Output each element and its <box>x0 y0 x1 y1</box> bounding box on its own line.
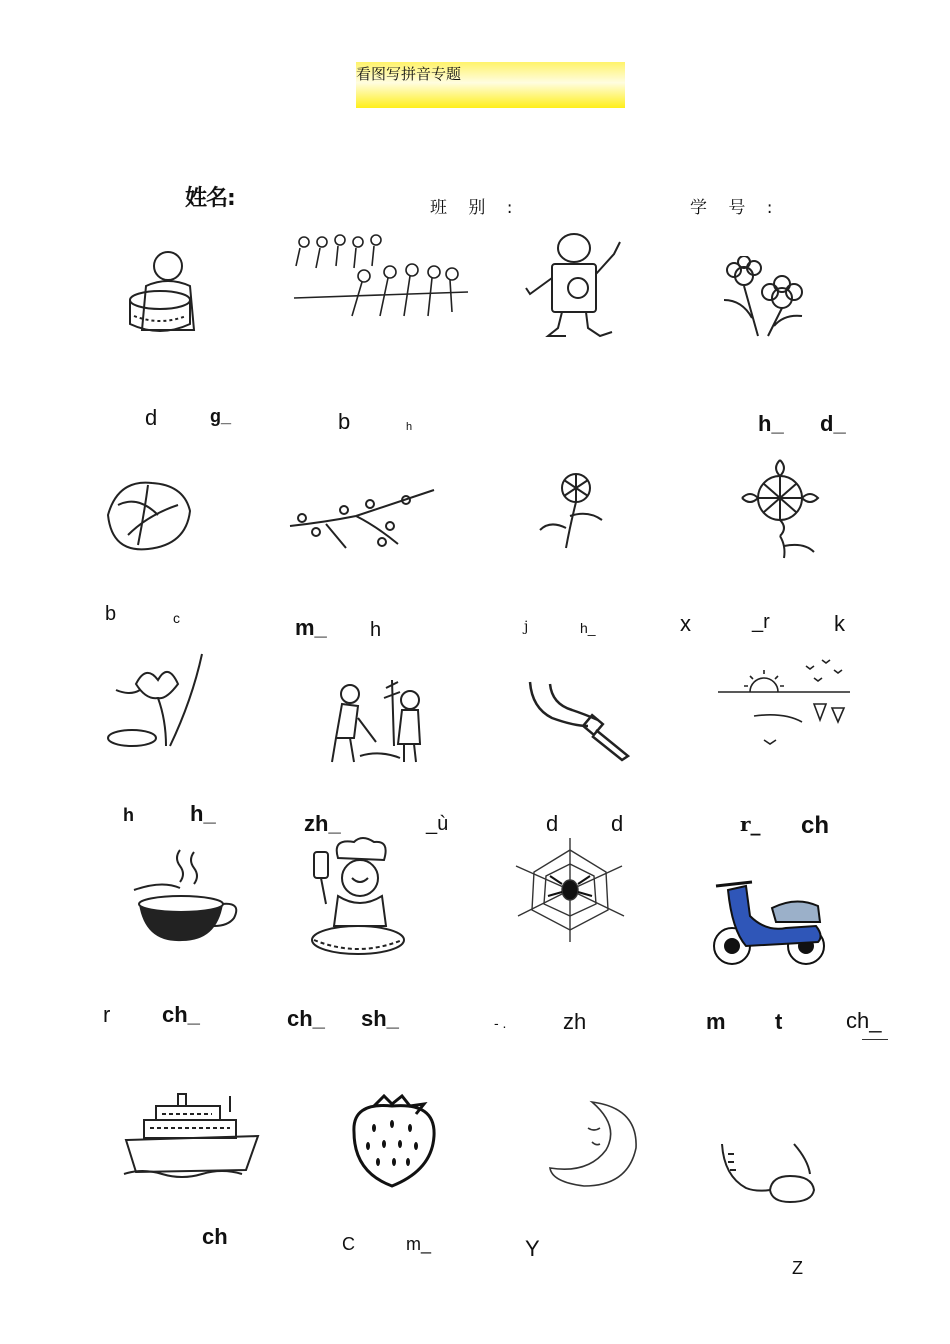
hint-text: m <box>706 1009 726 1034</box>
hint-text: _r <box>752 611 770 633</box>
mouth-picture <box>718 1140 822 1208</box>
ship-picture <box>122 1092 262 1178</box>
hint-text: ch_ <box>287 1006 325 1031</box>
tea-cup-picture <box>126 846 240 944</box>
hint-text: c <box>173 610 180 626</box>
hint-text: r <box>103 1002 111 1027</box>
tug-of-war-picture <box>292 232 472 322</box>
hint-text: b <box>338 409 351 434</box>
class-label: 班 别 : <box>430 198 521 218</box>
hint-text: b <box>105 603 117 625</box>
hint-text: zh <box>563 1009 587 1034</box>
spider-web-picture <box>512 836 628 944</box>
sunflower-picture <box>724 454 834 560</box>
flowers-picture <box>718 256 808 342</box>
hint-text: m_ <box>406 1234 432 1254</box>
strawberry-picture <box>344 1092 442 1188</box>
hint-text: - . <box>494 1015 507 1031</box>
hint-text: d <box>546 811 559 836</box>
lotus-picture <box>106 650 212 750</box>
hint-text: ch <box>801 812 830 839</box>
name-label: 姓名: <box>185 186 235 211</box>
student-number-label: 学 号 : <box>690 198 781 218</box>
hint-text: zh_ <box>304 811 341 836</box>
hint-text: Z <box>792 1258 803 1278</box>
hint-text: h_ <box>580 620 596 636</box>
chrysanthemum-picture <box>536 470 608 550</box>
sword-picture <box>522 678 634 762</box>
plum-blossom-picture <box>286 486 438 552</box>
hint-text: d <box>145 405 158 430</box>
moon-picture <box>548 1098 640 1190</box>
hint-text: x <box>680 611 691 636</box>
drum-picture <box>118 246 210 338</box>
robot-picture <box>518 228 624 340</box>
hint-text: g_ <box>210 406 232 426</box>
hint-text: h_ <box>190 801 216 826</box>
hint-text: h_ <box>758 411 784 436</box>
hint-text: d <box>611 811 624 836</box>
page-title: 看图写拼音专题 <box>356 65 462 83</box>
hint-text: j <box>524 619 529 635</box>
hint-text: h <box>406 421 413 433</box>
tree-planting-picture <box>320 678 446 768</box>
hint-text: ch <box>202 1224 228 1249</box>
hint-text: ch_ <box>162 1002 200 1027</box>
hint-text: h <box>123 805 134 825</box>
hint-text: h <box>370 619 382 641</box>
motorcycle-picture <box>706 876 830 970</box>
chef-picture <box>302 834 412 964</box>
hint-text: C <box>342 1234 355 1254</box>
hint-text: ch_ <box>846 1008 882 1033</box>
hint-text: k <box>834 611 845 636</box>
sunset-picture <box>714 656 854 750</box>
hint-text: _ù <box>426 813 449 835</box>
hint-text: d_ <box>820 411 846 436</box>
hint-text: t <box>775 1009 783 1034</box>
answer-underline <box>862 1039 888 1040</box>
hint-text: Y <box>525 1236 540 1261</box>
hint-text: sh_ <box>361 1006 399 1031</box>
hint-text: m_ <box>295 615 327 640</box>
cabbage-picture <box>98 475 196 557</box>
hint-text: r_ <box>740 812 761 836</box>
